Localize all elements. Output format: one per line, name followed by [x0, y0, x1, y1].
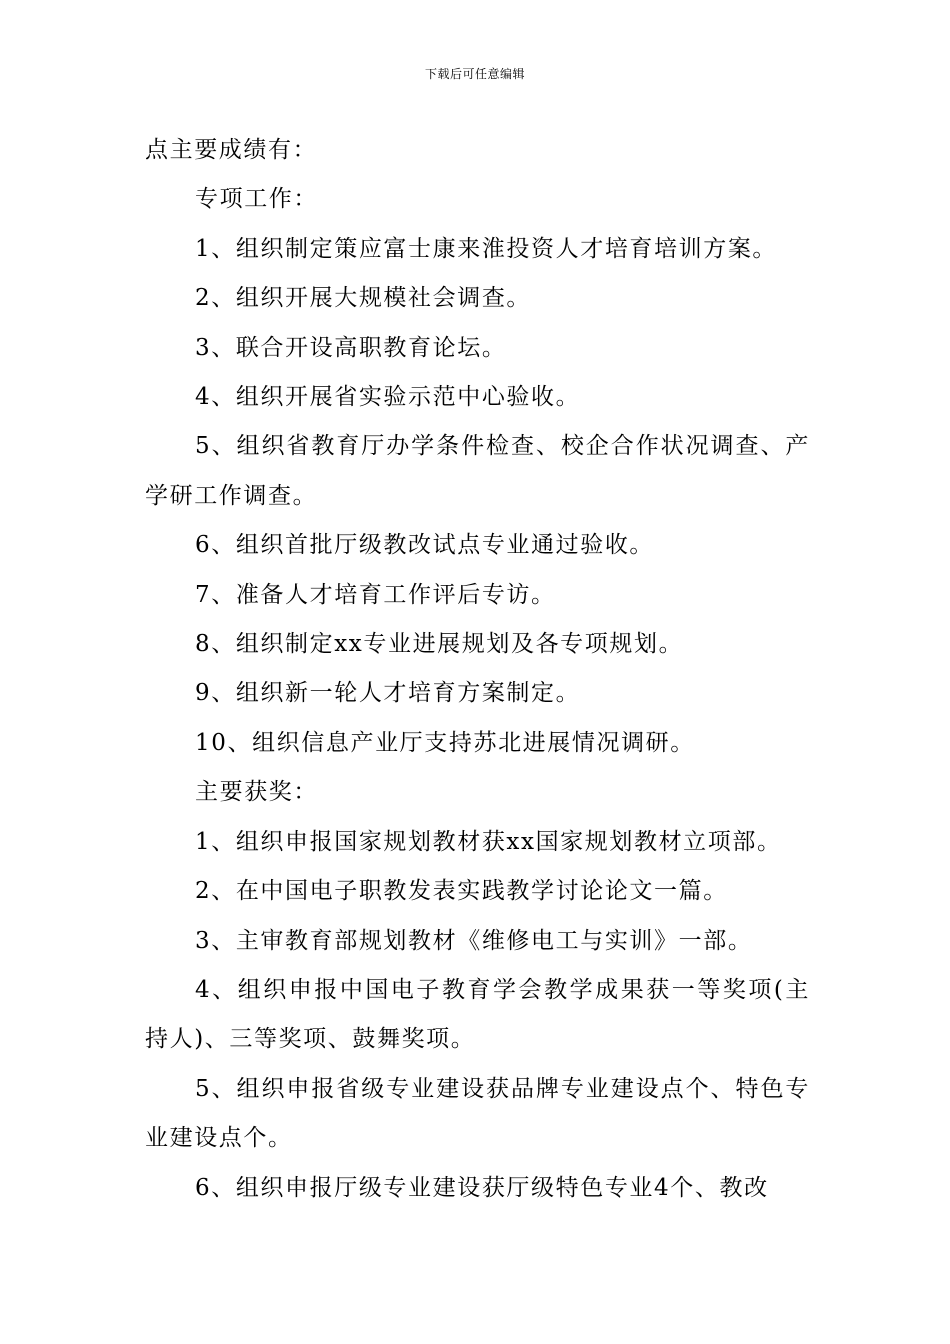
document-body [145, 126, 810, 1213]
section-heading-special-work: 专项工作： [195, 186, 318, 213]
list-item: 6、组织申报厅级专业建设获厅级特色专业4个、教改 [195, 1174, 769, 1201]
section-heading-main-awards: 主要获奖： [195, 779, 318, 806]
paragraph: 点主要成绩有： [145, 137, 318, 163]
list-item: 2、在中国电子职教发表实践教学讨论论文一篇。 [195, 878, 728, 905]
list-item: 9、组织新一轮人才培育方案制定。 [195, 680, 581, 707]
page-header: 下载后可任意编辑 [424, 67, 525, 81]
list-item: 8、组织制定xx专业进展规划及各专项规划。 [195, 631, 684, 658]
list-item: 4、组织申报中国电子教育学会教学成果获一等奖项(主持人)、三等奖项、鼓舞奖项。 [145, 976, 810, 1053]
list-item: 3、联合开设高职教育论坛。 [195, 334, 507, 361]
list-item: 7、准备人才培育工作评后专访。 [195, 581, 556, 608]
list-item: 2、组织开展大规模社会调查。 [195, 285, 532, 312]
list-item: 1、组织制定策应富士康来淮投资人才培育培训方案。 [195, 235, 778, 262]
list-item: 5、组织申报省级专业建设获品牌专业建设点个、特色专业建设点个。 [145, 1075, 810, 1152]
list-item: 6、组织首批厅级教改试点专业通过验收。 [195, 532, 655, 559]
list-item: 5、组织省教育厅办学条件检查、校企合作状况调查、产学研工作调查。 [145, 433, 810, 509]
list-item: 10、组织信息产业厅支持苏北进展情况调研。 [195, 729, 695, 756]
list-item: 3、主审教育部规划教材《维修电工与实训》一部。 [195, 927, 753, 954]
list-item: 1、组织申报国家规划教材获xx国家规划教材立项部。 [195, 828, 782, 855]
list-item: 4、组织开展省实验示范中心验收。 [195, 384, 581, 411]
